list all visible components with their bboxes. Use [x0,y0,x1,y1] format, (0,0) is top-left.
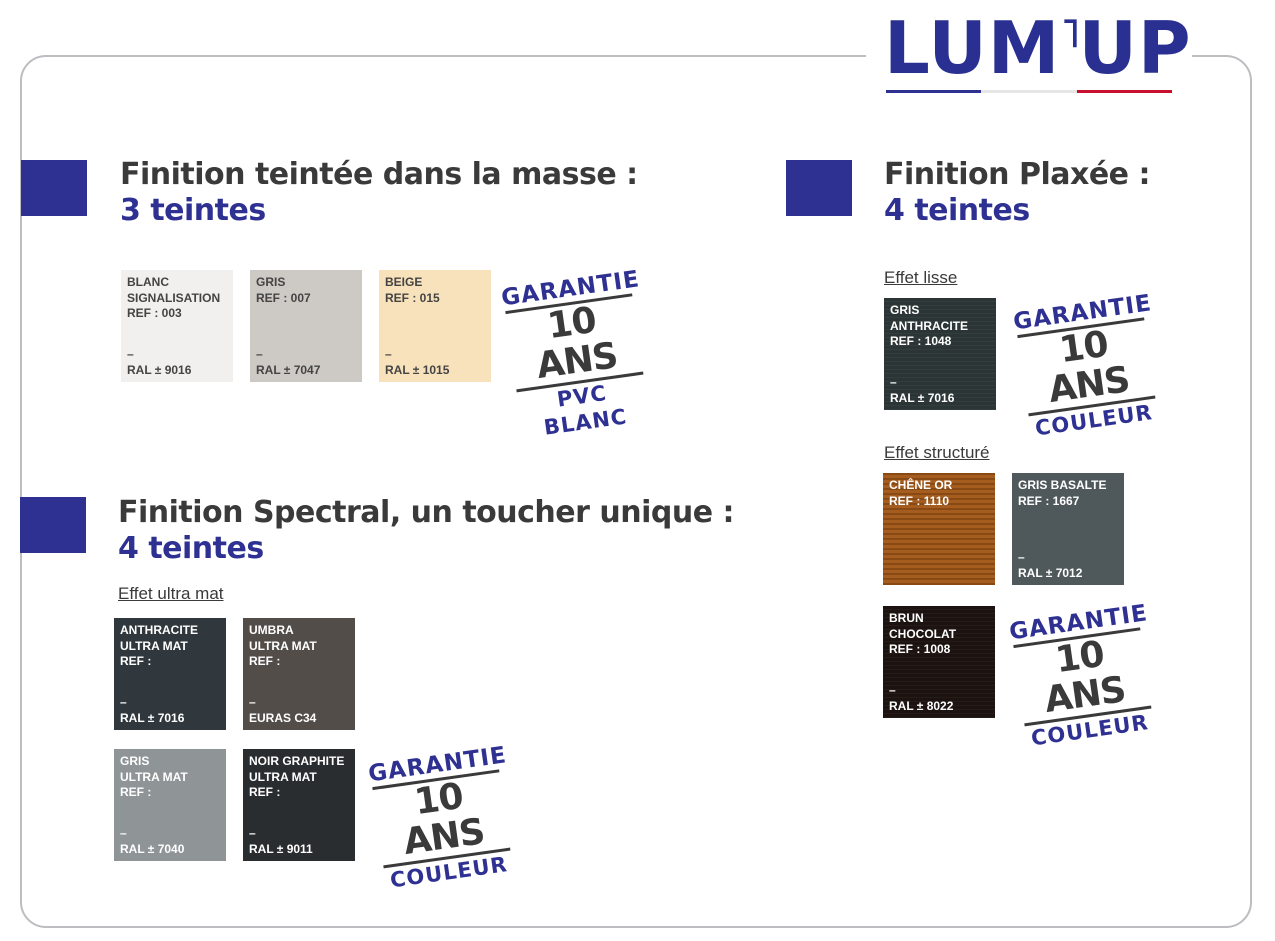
swatch-label: REF : [120,785,152,799]
swatch-label: REF : [120,654,152,668]
swatch-label: NOIR GRAPHITE [249,754,345,768]
swatch-ral [890,375,954,406]
swatch-ral-value: RAL ± 7012 [1018,565,1083,580]
swatch-label: BEIGE [385,275,423,289]
section-heading-masse: Finition teintée dans la masse : 3 teintes [120,157,638,228]
swatch-label: GRIS [120,754,150,768]
swatch-label: REF : 1008 [889,642,951,656]
swatch-label: CHÊNE OR [889,478,953,492]
swatch-label: BLANC [127,275,169,289]
color-swatch-umbra [243,618,355,730]
color-swatch-brun-chocolat [883,606,995,718]
swatch-label: ANTHRACITE [890,318,968,333]
swatch-dash: – [249,695,256,709]
section-marker [21,160,87,216]
color-swatch-gris [250,270,362,382]
color-swatch-gris-basalte [1012,473,1124,585]
color-swatch-blanc [121,270,233,382]
swatch-label: GRIS [890,303,920,317]
color-swatch-noir-graphite [243,749,355,861]
swatch-dash: – [256,347,263,361]
swatch-label: UMBRA [249,623,294,637]
section-heading-spectral: Finition Spectral, un toucher unique : 4 teintes [118,495,734,566]
swatch-dash: – [127,347,134,361]
swatch-ral [249,695,316,726]
swatch-label: BRUN [889,611,924,625]
effect-structure-label: Effet structuré [884,443,990,462]
warranty-badge: GARANTIE 10 ANS COULEUR [1007,600,1151,751]
swatch-dash: – [385,347,392,361]
section-marker [20,497,86,553]
swatch-ral-value: RAL ± 7040 [120,841,185,856]
swatch-ral-value: RAL ± 7047 [256,362,321,377]
swatch-dash: – [890,375,897,389]
effect-ultra-mat-label: Effet ultra mat [118,584,224,603]
swatch-ral [249,826,313,857]
swatch-label: REF : 1667 [1018,493,1080,508]
color-swatch-beige [379,270,491,382]
swatch-label: REF : 007 [256,290,311,305]
swatch-dash: – [1018,550,1025,564]
swatch-dash: – [249,826,256,840]
swatch-ral [127,347,191,378]
swatch-label: REF : [249,654,281,668]
swatch-dash: – [120,695,127,709]
swatch-label: REF : 1110 [889,493,950,508]
brand-logo: LUM˥UP [884,8,1192,88]
swatch-ral [120,695,184,726]
swatch-ral-value: RAL ± 9016 [127,362,192,377]
swatch-label: ULTRA MAT [249,638,317,653]
swatch-dash: – [889,683,896,697]
swatch-ral [385,347,449,378]
section-marker [786,160,852,216]
swatch-ral [256,347,320,378]
swatch-label: REF : 015 [385,290,440,305]
swatch-ral-value: RAL ± 8022 [889,698,954,713]
swatch-ral-value: EURAS C34 [249,710,317,725]
color-swatch-chene-or [883,473,995,585]
swatch-label: REF : [249,785,281,799]
swatch-label: REF : 003 [127,306,182,320]
swatch-ral-value: RAL ± 7016 [120,710,185,725]
warranty-badge: GARANTIE 10 ANS COULEUR [366,742,510,893]
swatch-label: SIGNALISATION [127,290,221,305]
color-swatch-gris-anthracite [884,298,996,410]
section-heading-plaxee: Finition Plaxée : 4 teintes [884,157,1150,228]
swatch-ral [120,826,184,857]
color-swatch-gris-ultra-mat [114,749,226,861]
swatch-ral-value: RAL ± 9011 [249,841,313,856]
swatch-label: REF : 1048 [890,334,952,348]
swatch-ral [889,683,953,714]
logo-flag-rule [886,90,1172,93]
color-swatch-anthracite-ultra-mat [114,618,226,730]
swatch-ral-value: RAL ± 7016 [890,390,955,405]
effect-lisse-label: Effet lisse [884,268,958,287]
swatch-ral-value: RAL ± 1015 [385,362,450,377]
swatch-label: ULTRA MAT [120,769,188,784]
swatch-ral [1018,550,1082,581]
swatch-label: GRIS BASALTE [1018,478,1107,492]
warranty-badge: GARANTIE 10 ANS COULEUR [1011,290,1155,441]
swatch-label: CHOCOLAT [889,626,957,641]
swatch-label: GRIS [256,275,286,289]
swatch-label: ULTRA MAT [249,769,317,784]
swatch-label: ULTRA MAT [120,638,188,653]
warranty-badge: GARANTIE 10 ANS PVC BLANC [500,267,645,384]
swatch-dash: – [120,826,127,840]
swatch-label: ANTHRACITE [120,623,198,637]
logo-mark-icon: ˥ [1060,11,1082,57]
